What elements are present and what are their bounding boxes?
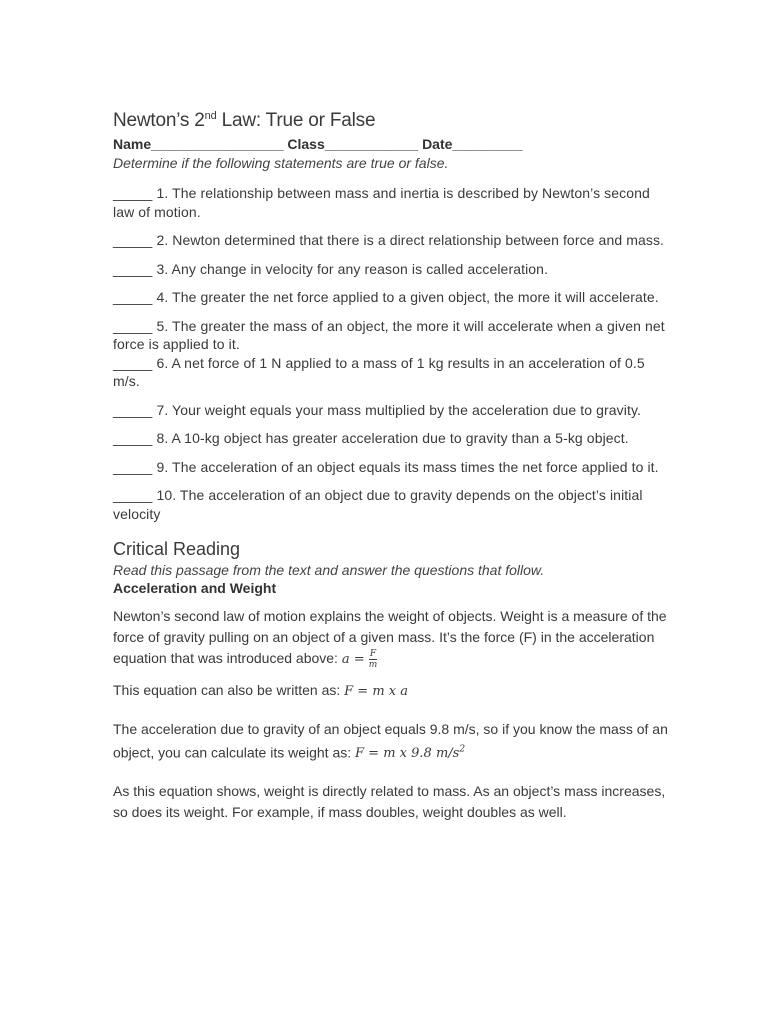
passage-paragraph-1: Newton’s second law of motion explains the weight of objects. Weight is a measure of the force of gravity pulling on an object of a given mass. It’s the force (F) in the acceleration equation that was introduced above: a = $\frac{F}{m}$ (113, 608, 667, 670)
critical-reading-heading: Critical Reading (113, 539, 241, 559)
worksheet-title: Newton’s 2nd Law: True or False (113, 110, 376, 131)
question-6: _____ 6. A net force of 1 N applied to a mass of 1 kg results in an acceleration of 0.5 m/s. (113, 354, 645, 389)
acceleration-equation: a = $\frac{F}{m}$ (341, 649, 378, 670)
question-1: _____ 1. The relationship between mass and inertia is described by Newton’s second law of motion. (113, 185, 650, 220)
worksheet-page (113, 108, 673, 823)
passage-paragraph-4: As this equation shows, weight is directly related to mass. As an object’s mass increases, so does its weight. For example, if mass doubles, weight doubles as well. (113, 783, 666, 821)
true-false-instructions: Determine if the following statements are true or false. (113, 155, 449, 171)
question-9: _____ 9. The acceleration of an object equals its mass times the net force applied to it. (113, 458, 659, 475)
passage-subtitle: Acceleration and Weight (113, 580, 277, 596)
question-8: _____ 8. A 10-kg object has greater acceleration due to gravity than a 5-kg object. (113, 430, 629, 446)
question-3: _____ 3. Any change in velocity for any reason is called acceleration. (113, 260, 549, 277)
question-2: _____ 2. Newton determined that there is a direct relationship between force and mass. (113, 232, 665, 248)
passage-paragraph-2: This equation can also be written as: F = m x a (113, 682, 408, 699)
question-10: _____ 10. The acceleration of an object due to gravity depends on the object’s initial velocity (113, 487, 643, 522)
weight-equation: F = m x 9.8 $m/s^2$ (355, 745, 466, 762)
force-over-mass-fraction: $\frac{F}{m}$ (368, 649, 378, 670)
question-5: _____ 5. The greater the mass of an object, the more it will accelerate when a given net force is applied to it. (113, 317, 665, 352)
name-class-date-row: Name_________________ Class____________ Date_________ (113, 136, 523, 152)
force-equation: F = m x a (344, 684, 408, 699)
question-7: _____ 7. Your weight equals your mass multiplied by the acceleration due to gravity. (113, 401, 642, 418)
reading-instructions: Read this passage from the text and answer the questions that follow. (113, 562, 545, 578)
passage-paragraph-3: The acceleration due to gravity of an object equals 9.8 m/s, so if you know the mass of an object, you can calculate its weight as: F = m x 9.8 $m/s^2$ (113, 721, 668, 762)
question-4: _____ 4. The greater the net force applied to a given object, the more it will accelerate. (113, 289, 659, 305)
